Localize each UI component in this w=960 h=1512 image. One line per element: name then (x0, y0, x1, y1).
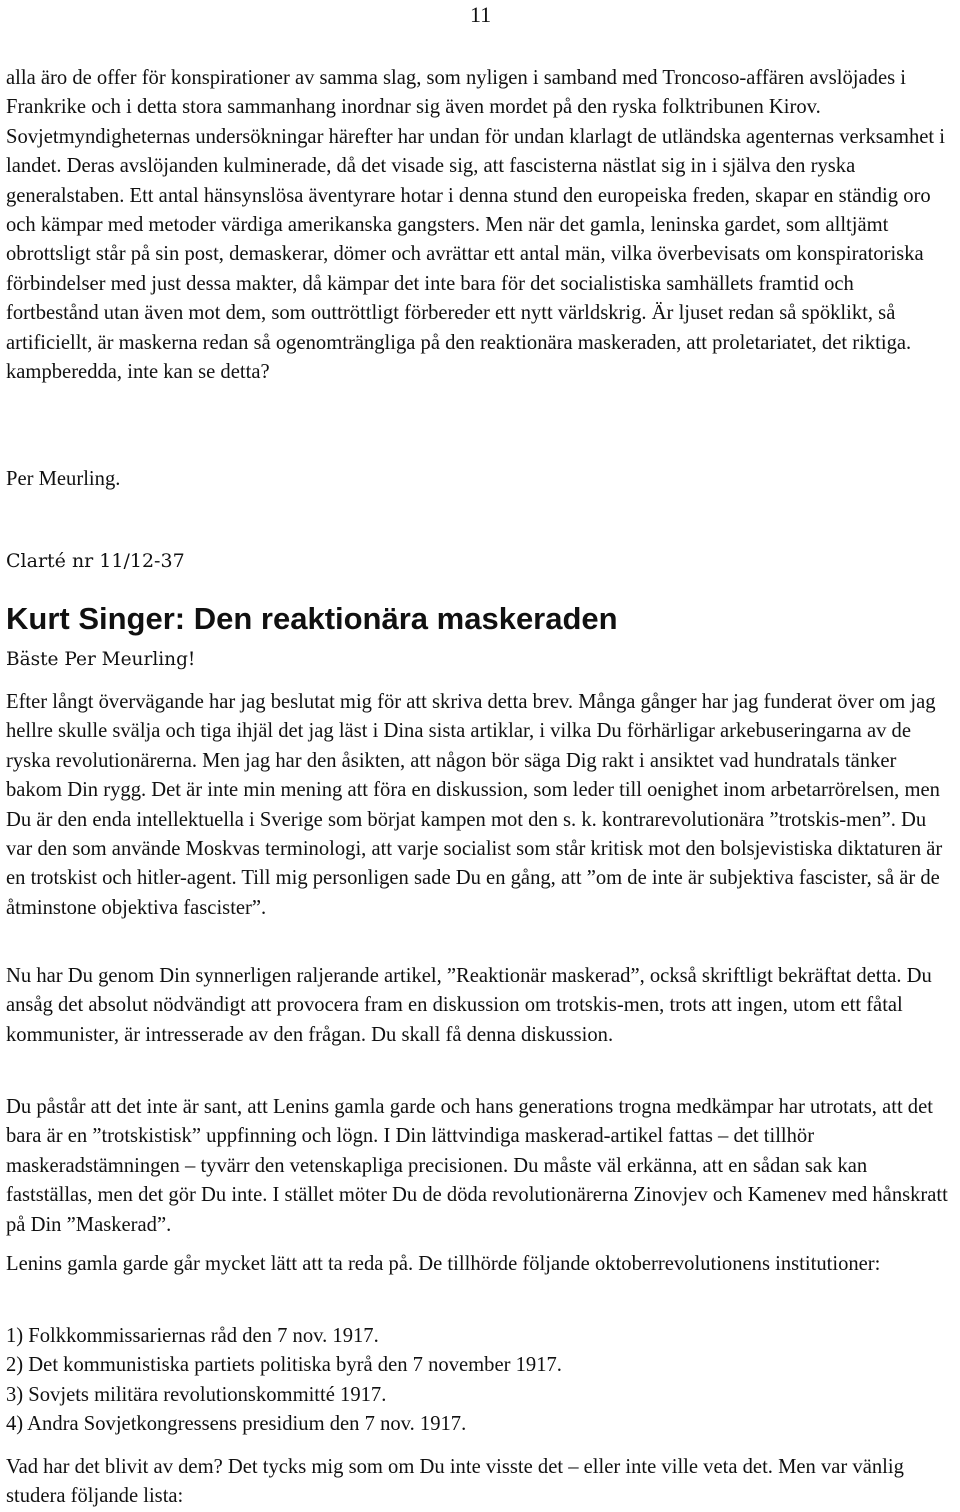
list-item: 4) Andra Sovjetkongressens presidium den 7 nov. 1917. (6, 1413, 467, 1436)
body-paragraph: Nu har Du genom Din synnerligen raljerande artikel, ”Reaktionär maskerad”, också skriftligt bekräftat detta. Du ansåg det absolut nödvändigt att provocera fram en diskussion om trotskis-men, trots att ingen, utom ett fåtal kommunister, är intresserade av den frågan. Du skall få denna diskussion. (6, 965, 932, 1046)
body-paragraph: Efter långt övervägande har jag beslutat mig för att skriva detta brev. Många gånger har jag funderat över om jag hellre skulle svälja och tiga ihjäl det jag läst i Dina sista artiklar, i vilka Du förhärligar arkebuseringarna av de ryska revolutionärerna. Men jag har den åsikten, att någon bör säga Dig rakt i ansiktet vad hundratals tänker bakom Din rygg. Det är inte min mening att föra en diskussion, som leder till oenighet inom arbetarrörelsen, men Du är den enda intellektuella i Sverige som börjat kampen mot den s. k. kontrarevolutionära ”trotskis-men”. Du var den som använde Moskvas terminologi, att varje socialist som står kritisk mot den bolsjevistiska diktaturen är en trotskist och hitler-agent. Till mig personligen sade Du en gång, att ”om de inte är subjektiva fascister, så är de åtminstone objektiva fascister”. (6, 691, 943, 919)
list-item: 2) Det kommunistiska partiets politiska byrå den 7 november 1917. (6, 1354, 562, 1377)
author-signature: Per Meurling. (6, 468, 121, 490)
article-title: Kurt Singer: Den reaktionära maskeraden (6, 601, 618, 636)
list-item: 1) Folkkommissariernas råd den 7 nov. 1917. (6, 1325, 379, 1347)
body-paragraph: alla äro de offer för konspirationer av samma slag, som nyligen i samband med Troncoso-affären avslöjades i Frankrike och i detta stora sammanhang inordnar sig även mordet på den ryska folktribunen Kirov. Sovjetmyndigheternas undersökningar härefter har undan för undan klarlagt de utländska agenternas verksamhet i landet. Deras avslöjanden kulminerade, då det visade sig, att fascisterna nästlat sig in i själva den ryska generalstaben. Ett antal hänsynslösa äventyrare hotar i denna stund den europeiska freden, skapar en ständig oro och kämpar med metoder värdiga amerikanska gangsters. Men när det gamla, leninska gardet, som alltjämt obrottsligt står på sin post, demaskerar, dömer och avrättar ett antal män, vilka överbevisats om konspiratoriska förbindelser med just dessa makter, då kämpar det inte bara för det socialistiska samhällets framtid och fortbestånd utan även mot dem, som outtröttligt förbereder ett nytt världskrig. Är ljuset redan så spöklikt, så artificiellt, är maskerna redan så ogenomträngliga på den reaktionära maskeraden, att proletariatet, det riktiga. kampberedda, inte kan se detta? (6, 67, 945, 384)
body-paragraph: Lenins gamla garde går mycket lätt att ta reda på. De tillhörde följande oktoberrevolutionens institutioner: (6, 1253, 881, 1275)
institutions-list (6, 1322, 562, 1440)
body-paragraph: Du påstår att det inte är sant, att Lenins gamla garde och hans generations trogna medkämpar har utrotats, att det bara är en ”trotskistisk” uppfinning och lögn. I Din lättvindiga maskerad-artikel fattas – det tillhör maskeradstämningen – tyvärr den vetenskapliga precisionen. Du måste väl erkänna, att en sådan sak kan fastställas, men det gör Du inte. I stället möter Du de döda revolutionärerna Zinovjev och Kamenev med hånskratt på Din ”Maskerad”. (6, 1096, 948, 1236)
page-number: 11 (470, 2, 492, 27)
body-paragraph: Vad har det blivit av dem? Det tycks mig som om Du inte visste det – eller inte ville veta det. Men var vänlig studera följande lista: (6, 1456, 904, 1508)
list-item: 3) Sovjets militära revolutionskommitté 1917. (6, 1383, 387, 1406)
source-reference: Clarté nr 11/12-37 (6, 550, 185, 572)
letter-greeting: Bäste Per Meurling! (6, 649, 196, 670)
